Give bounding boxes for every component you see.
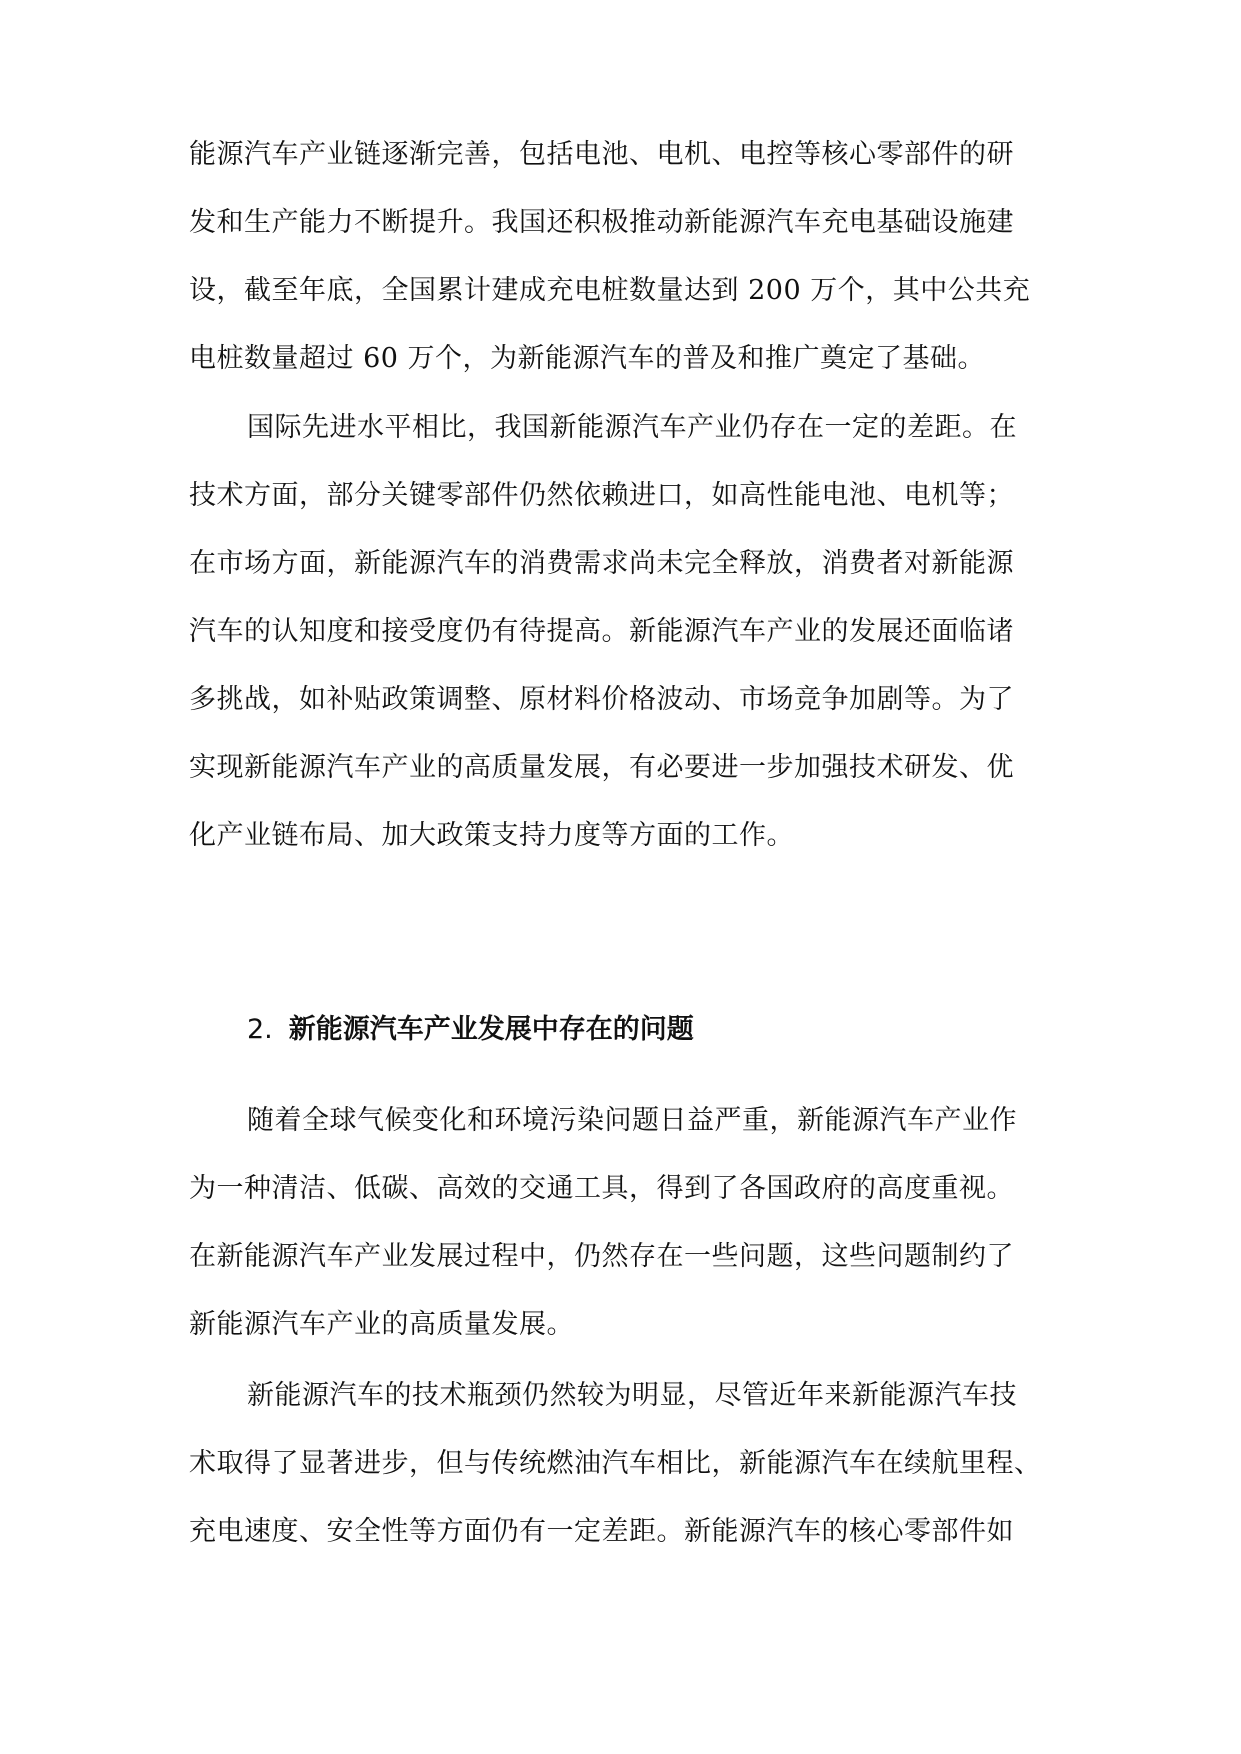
paragraph-2-line-5: 多挑战，如补贴政策调整、原材料价格波动、市场竞争加剧等。为了: [189, 684, 1014, 715]
paragraph-4-line-2: 术取得了显著进步，但与传统燃油汽车相比，新能源汽车在续航里程、: [189, 1448, 1042, 1479]
paragraph-4-line-1: 新能源汽车的技术瓶颈仍然较为明显，尽管近年来新能源汽车技: [247, 1380, 1017, 1411]
paragraph-4: [189, 1362, 1059, 1566]
paragraph-1: [189, 121, 1059, 393]
section-number: 2.: [247, 1014, 273, 1045]
paragraph-2-line-2: 技术方面，部分关键零部件仍然依赖进口，如高性能电池、电机等；: [189, 480, 1014, 511]
paragraph-1-line-1: 能源汽车产业链逐渐完善，包括电池、电机、电控等核心零部件的研: [189, 139, 1014, 170]
paragraph-2-line-6: 实现新能源汽车产业的高质量发展，有必要进一步加强技术研发、优: [189, 752, 1014, 783]
paragraph-4-line-3: 充电速度、安全性等方面仍有一定差距。新能源汽车的核心零部件如: [189, 1516, 1014, 1547]
paragraph-3: [189, 1087, 1059, 1359]
paragraph-1-line-3: 设，截至年底，全国累计建成充电桩数量达到 200 万个，其中公共充: [189, 275, 1031, 306]
paragraph-2-line-7: 化产业链布局、加大政策支持力度等方面的工作。: [189, 820, 794, 851]
paragraph-2-line-1: 国际先进水平相比，我国新能源汽车产业仍存在一定的差距。在: [247, 412, 1017, 443]
paragraph-2-line-4: 汽车的认知度和接受度仍有待提高。新能源汽车产业的发展还面临诸: [189, 616, 1014, 647]
paragraph-2: [189, 394, 1059, 870]
paragraph-3-line-3: 在新能源汽车产业发展过程中，仍然存在一些问题，这些问题制约了: [189, 1241, 1014, 1272]
section-heading: [247, 1003, 694, 1057]
paragraph-3-line-2: 为一种清洁、低碳、高效的交通工具，得到了各国政府的高度重视。: [189, 1173, 1014, 1204]
section-title: 新能源汽车产业发展中存在的问题: [288, 1014, 694, 1045]
paragraph-1-line-4: 电桩数量超过 60 万个，为新能源汽车的普及和推广奠定了基础。: [189, 343, 986, 374]
paragraph-3-line-4: 新能源汽车产业的高质量发展。: [189, 1309, 574, 1340]
paragraph-3-line-1: 随着全球气候变化和环境污染问题日益严重，新能源汽车产业作: [247, 1105, 1017, 1136]
paragraph-2-line-3: 在市场方面，新能源汽车的消费需求尚未完全释放，消费者对新能源: [189, 548, 1014, 579]
paragraph-1-line-2: 发和生产能力不断提升。我国还积极推动新能源汽车充电基础设施建: [189, 207, 1014, 238]
